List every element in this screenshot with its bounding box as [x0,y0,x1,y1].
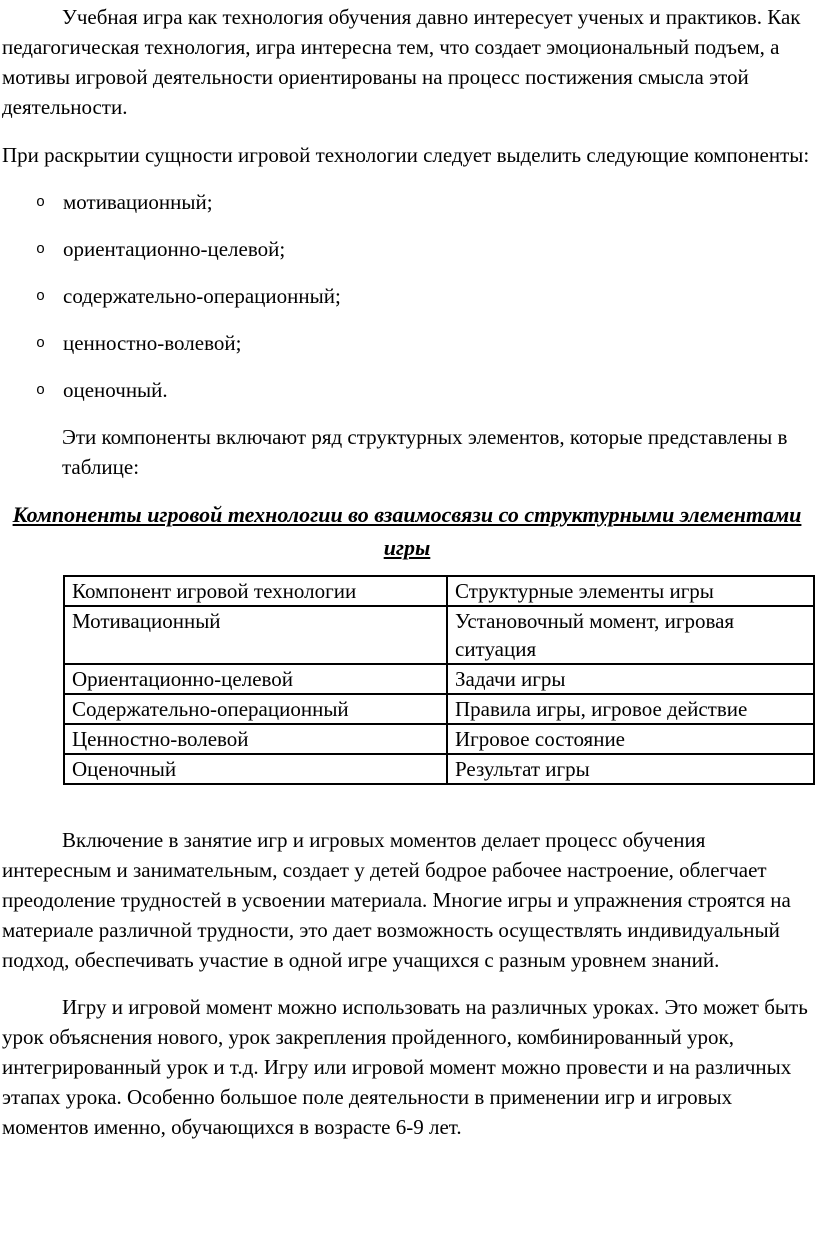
paragraph-table-lead: Эти компоненты включают ряд структурных элементов, которые представлены в таблице: [62,425,788,479]
table-title: Компоненты игровой технологии во взаимосвязи со структурными элементами игры [12,502,802,560]
table-cell: Результат игры [447,754,814,784]
paragraph-usage: Игру и игровой момент можно использовать на различных уроках. Это может быть урок объяснения нового, урок закрепления пройденного, комбинированный урок, интегрированный урок и т.д. Игру или игровой момент можно провести и на различных этапах урока. Особенно большое поле деятельности в применении игр и игровых моментов именно, обучающихся в возрасте 6-9 лет. [2,995,808,1139]
table-header-cell-component: Компонент игровой технологии [64,576,447,606]
table-cell: Установочный момент, игровая ситуация [447,606,814,664]
list-item [2,187,812,217]
bullet-marker: o [36,335,46,352]
bullet-marker: o [36,194,46,211]
table-cell: Ценностно-волевой [64,724,447,754]
table-cell: Правила игры, игровое действие [447,694,814,724]
paragraph-intro: Учебная игра как технология обучения давно интересует ученых и практиков. Как педагогическая технология, игра интересна тем, что создает эмоциональный подъем, а мотивы игровой деятельности ориентированы на процесс постижения смысла этой деятельности. [2,5,801,119]
table-header-row [64,576,814,606]
components-table [63,575,815,785]
bullet-marker: o [36,241,46,258]
table-row [64,606,814,664]
bullet-marker: o [36,382,46,399]
list-item [2,375,812,405]
list-item-label: мотивационный; [63,190,213,214]
table-cell: Задачи игры [447,664,814,694]
list-item [2,281,812,311]
list-item [2,234,812,264]
table-cell: Мотивационный [64,606,447,664]
table-cell: Содержательно-операционный [64,694,447,724]
paragraph-components-lead: При раскрытии сущности игровой технологии следует выделить следующие компоненты: [2,143,810,167]
table-cell: Ориентационно-целевой [64,664,447,694]
list-item-label: оценочный. [63,378,168,402]
table-row [64,664,814,694]
components-list [2,187,812,405]
table-cell: Игровое состояние [447,724,814,754]
table-row [64,694,814,724]
list-item-label: ориентационно-целевой; [63,237,286,261]
list-item-label: содержательно-операционный; [63,284,341,308]
list-item-label: ценностно-волевой; [63,331,242,355]
table-row [64,754,814,784]
paragraph-inclusion: Включение в занятие игр и игровых моментов делает процесс обучения интересным и занимательным, создает у детей бодрое рабочее настроение, облегчает преодоление трудностей в усвоении материала. Многие игры и упражнения строятся на материале различной трудности, это дает возможность осуществлять индивидуальный подход, обеспечивать участие в одной игре учащихся с разным уровнем знаний. [2,828,791,972]
table-header-cell-elements: Структурные элементы игры [447,576,814,606]
table-cell: Оценочный [64,754,447,784]
table-row [64,724,814,754]
list-item [2,328,812,358]
bullet-marker: o [36,288,46,305]
